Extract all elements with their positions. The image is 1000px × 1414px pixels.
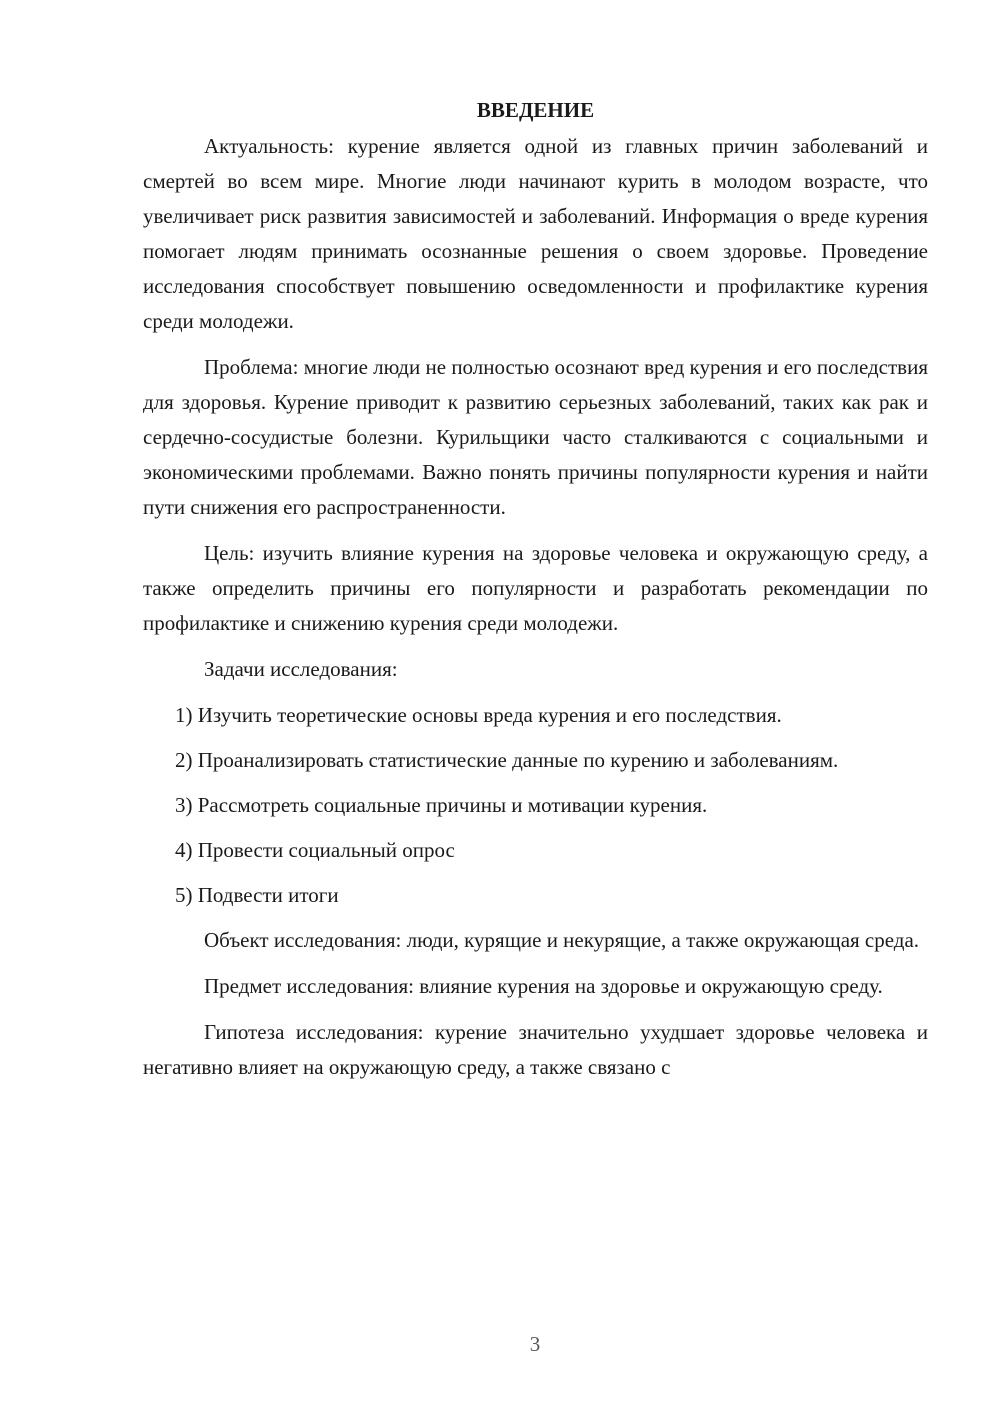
section-heading: ВВЕДЕНИЕ (476, 98, 595, 122)
page-content (143, 92, 928, 1096)
object-paragraph: Объект исследования: люди, курящие и некурящие, а также окружающая среда. (204, 928, 920, 952)
hypothesis-paragraph: Гипотеза исследования: курение значительно ухудшает здоровье человека и негативно влияет на окружающую среду, а также связано с (143, 1020, 928, 1079)
relevance-paragraph: Актуальность: курение является одной из главных причин заболеваний и смертей во всем мире. Многие люди начинают курить в молодом возрасте, что увеличивает риск развития зависимостей и заболеваний. Информация о вреде курения помогает людям принимать осознанные решения о своем здоровье. Проведение исследования способствует повышению осведомленности и профилактике курения среди молодежи. (143, 134, 928, 333)
tasks-heading: Задачи исследования: (204, 657, 398, 681)
subject-paragraph: Предмет исследования: влияние курения на здоровье и окружающую среду. (204, 974, 883, 998)
goal-paragraph: Цель: изучить влияние курения на здоровье человека и окружающую среду, а также определить причины его популярности и разработать рекомендации по профилактике и снижению курения среди молодежи. (143, 541, 928, 635)
problem-paragraph: Проблема: многие люди не полностью осознают вред курения и его последствия для здоровья. Курение приводит к развитию серьезных заболеваний, таких как рак и сердечно-сосудистые болезни. Курильщики часто сталкиваются с социальными и экономическими проблемами. Важно понять причины популярности курения и найти пути снижения его распространенности. (143, 355, 928, 519)
task-item-5: 5) Подвести итоги (175, 883, 339, 907)
page-number: 3 (529, 1332, 541, 1356)
task-item-2: 2) Проанализировать статистические данные по курению и заболеваниям. (175, 748, 839, 772)
task-item-1: 1) Изучить теоретические основы вреда курения и его последствия. (175, 703, 782, 727)
task-item-3: 3) Рассмотреть социальные причины и мотивации курения. (175, 793, 708, 817)
task-item-4: 4) Провести социальный опрос (175, 838, 455, 862)
